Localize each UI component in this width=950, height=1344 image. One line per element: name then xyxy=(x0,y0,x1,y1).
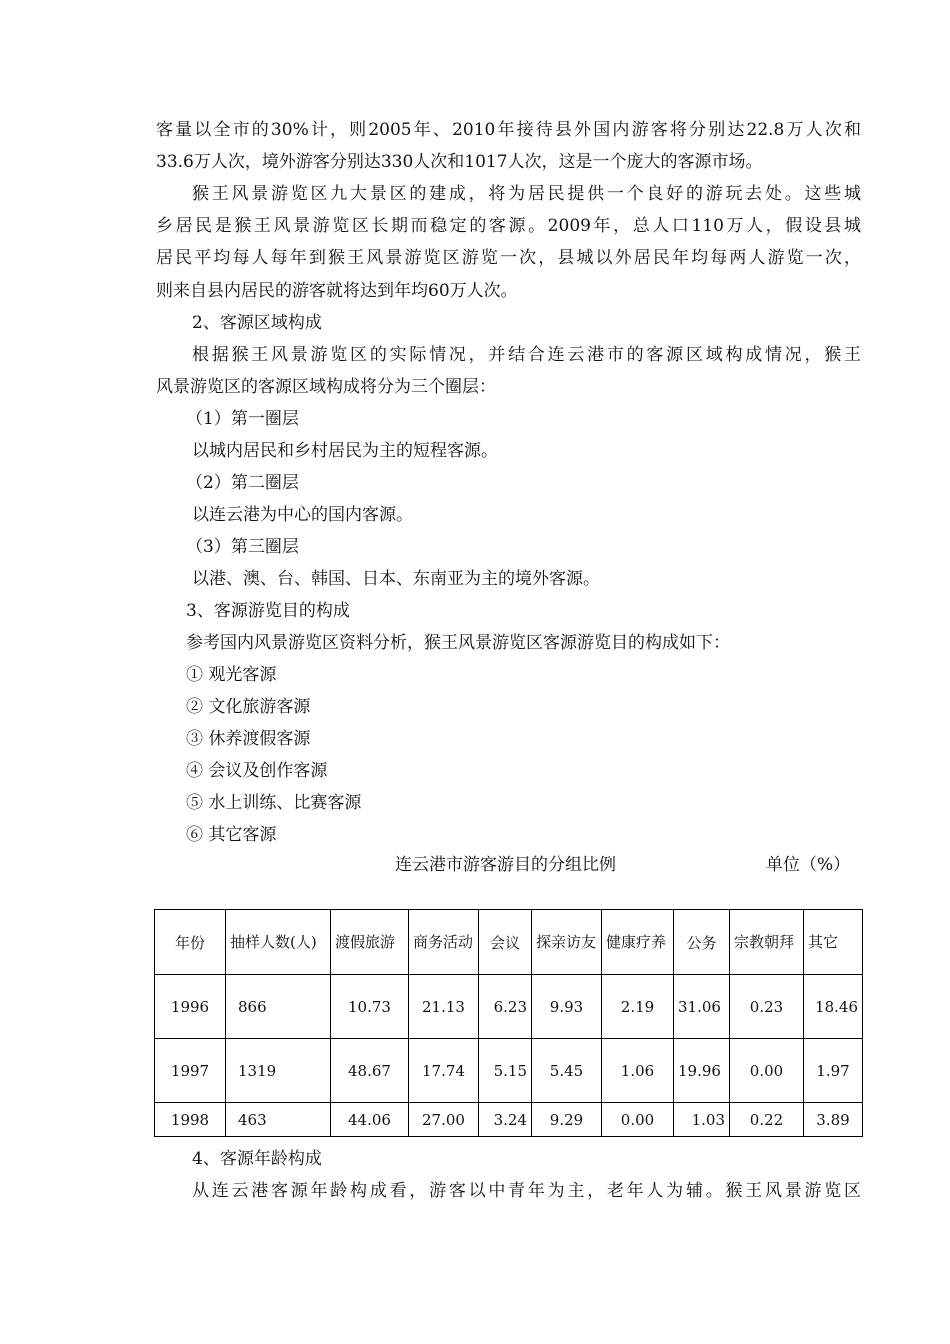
table-caption: 连云港市游客游目的分组比例 xyxy=(395,855,616,875)
purpose-item: ① 观光客源 xyxy=(186,665,277,685)
paragraph-line: 猴王风景游览区九大景区的建成，将为居民提供一个良好的游玩去处。这些城 xyxy=(192,184,861,204)
table-header-row xyxy=(155,910,863,975)
table-cell: 1.06 xyxy=(602,1039,674,1103)
table-cell: 31.06 xyxy=(674,975,730,1039)
table-row xyxy=(155,1103,863,1137)
header-cell: 会议 xyxy=(479,910,532,975)
table-row xyxy=(155,1039,863,1103)
table-row xyxy=(155,975,863,1039)
section-heading: 4、客源年龄构成 xyxy=(192,1149,322,1169)
table-cell: 3.89 xyxy=(804,1103,863,1137)
header-cell: 探亲访友 xyxy=(532,910,602,975)
header-cell: 其它 xyxy=(804,910,863,975)
paragraph-line: 则来自县内居民的游客就将达到年均60万人次。 xyxy=(156,281,518,301)
header-cell: 年份 xyxy=(155,910,226,975)
table-cell: 0.23 xyxy=(730,975,804,1039)
table-cell: 1.03 xyxy=(674,1103,730,1137)
purpose-table xyxy=(154,909,863,1137)
purpose-item: ⑥ 其它客源 xyxy=(186,825,277,845)
table-cell: 44.06 xyxy=(331,1103,409,1137)
section-heading: 2、客源区域构成 xyxy=(192,313,322,333)
table-unit: 单位（%） xyxy=(766,855,851,875)
purpose-item: ⑤ 水上训练、比赛客源 xyxy=(186,793,362,813)
table-cell: 27.00 xyxy=(409,1103,479,1137)
table-cell: 1998 xyxy=(155,1103,226,1137)
table-cell: 0.22 xyxy=(730,1103,804,1137)
table-cell: 9.93 xyxy=(532,975,602,1039)
layer-title: （3）第三圈层 xyxy=(186,537,299,557)
table-cell: 1.97 xyxy=(804,1039,863,1103)
table-cell: 5.45 xyxy=(532,1039,602,1103)
paragraph-line: 根据猴王风景游览区的实际情况，并结合连云港市的客源区域构成情况，猴王 xyxy=(192,345,861,365)
table-cell: 6.23 xyxy=(479,975,532,1039)
purpose-item: ② 文化旅游客源 xyxy=(186,697,311,717)
purpose-item: ④ 会议及创作客源 xyxy=(186,761,328,781)
paragraph-line: 从连云港客源年龄构成看，游客以中青年为主，老年人为辅。猴王风景游览区 xyxy=(192,1181,861,1201)
table-cell: 1996 xyxy=(155,975,226,1039)
table-cell: 866 xyxy=(226,975,331,1039)
section-heading: 3、客源游览目的构成 xyxy=(186,601,350,621)
layer-desc: 以城内居民和乡村居民为主的短程客源。 xyxy=(192,441,498,461)
table-cell: 18.46 xyxy=(804,975,863,1039)
paragraph-line: 参考国内风景游览区资料分析，猴王风景游览区客源游览目的构成如下： xyxy=(186,633,730,653)
table-cell: 1997 xyxy=(155,1039,226,1103)
table-cell: 5.15 xyxy=(479,1039,532,1103)
table-cell: 48.67 xyxy=(331,1039,409,1103)
header-cell: 商务活动 xyxy=(409,910,479,975)
table-cell: 463 xyxy=(226,1103,331,1137)
paragraph-line: 乡居民是猴王风景游览区长期而稳定的客源。2009年，总人口110万人，假设县城 xyxy=(156,216,861,236)
paragraph-line: 客量以全市的30%计，则2005年、2010年接待县外国内游客将分别达22.8万人次和 xyxy=(156,120,861,140)
layer-title: （1）第一圈层 xyxy=(186,409,299,429)
header-cell: 公务 xyxy=(674,910,730,975)
paragraph-line: 风景游览区的客源区域构成将分为三个圈层： xyxy=(156,377,496,397)
header-cell: 宗教朝拜 xyxy=(730,910,804,975)
table-cell: 19.96 xyxy=(674,1039,730,1103)
table-cell: 21.13 xyxy=(409,975,479,1039)
layer-title: （2）第二圈层 xyxy=(186,473,299,493)
table-cell: 3.24 xyxy=(479,1103,532,1137)
table-cell: 10.73 xyxy=(331,975,409,1039)
paragraph-line: 33.6万人次，境外游客分别达330人次和1017人次，这是一个庞大的客源市场。 xyxy=(156,152,763,172)
table-cell: 17.74 xyxy=(409,1039,479,1103)
table-cell: 2.19 xyxy=(602,975,674,1039)
table-cell: 9.29 xyxy=(532,1103,602,1137)
table-cell: 0.00 xyxy=(602,1103,674,1137)
table-cell: 0.00 xyxy=(730,1039,804,1103)
header-cell: 渡假旅游 xyxy=(331,910,409,975)
layer-desc: 以港、澳、台、韩国、日本、东南亚为主的境外客源。 xyxy=(192,569,600,589)
paragraph-line: 居民平均每人每年到猴王风景游览区游览一次，县城以外居民年均每两人游览一次， xyxy=(156,248,861,268)
purpose-item: ③ 休养渡假客源 xyxy=(186,729,311,749)
header-cell: 抽样人数(人) xyxy=(226,910,331,975)
table-cell: 1319 xyxy=(226,1039,331,1103)
header-cell: 健康疗养 xyxy=(602,910,674,975)
layer-desc: 以连云港为中心的国内客源。 xyxy=(192,505,413,525)
